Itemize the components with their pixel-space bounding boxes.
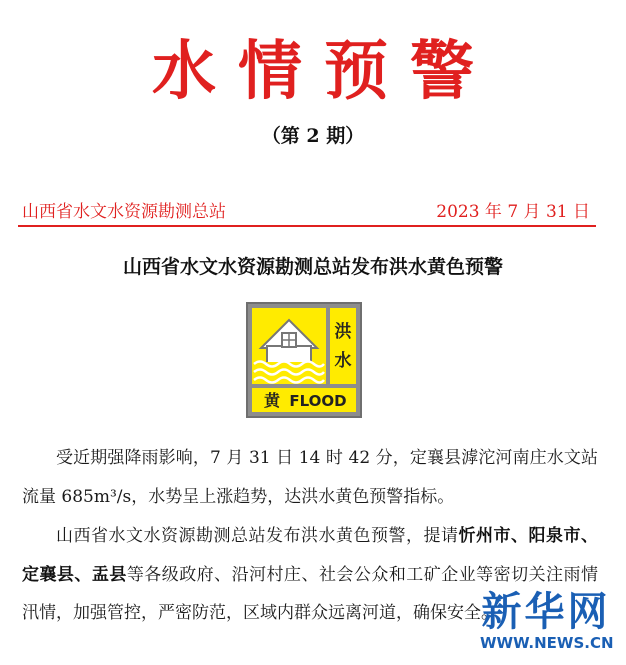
issue-date: 2023 年 7 月 31 日 xyxy=(436,202,590,222)
article-headline: 山西省水文水资源勘测总站发布洪水黄色预警 xyxy=(122,256,503,278)
place-yangquan: 阳泉市 xyxy=(528,526,581,546)
paragraph-1: 受近期强降雨影响，7 月 31 日 14 时 42 分，定襄县滹沱河南庄水文站流量 685m³/s，水势呈上涨趋势，达洪水黄色预警指标。 xyxy=(22,448,598,507)
place-yuxian: 盂县 xyxy=(91,564,127,585)
badge-side-char-2: 水 xyxy=(334,351,352,371)
flood-warning-icon xyxy=(246,302,362,418)
issuing-organization: 山西省水文水资源勘测总站 xyxy=(22,202,226,222)
flood-yellow-warning-badge xyxy=(246,302,362,418)
place-dingxiang: 定襄县 xyxy=(22,564,75,585)
xinhua-watermark xyxy=(480,590,612,652)
badge-level-char: 黄 xyxy=(263,391,281,410)
badge-flood-label: FLOOD xyxy=(289,392,347,410)
place-xinzhou: 忻州市 xyxy=(458,526,511,546)
red-divider xyxy=(18,225,596,227)
watermark-chinese: 新华网 xyxy=(481,589,611,635)
badge-side-panel xyxy=(330,308,356,384)
paragraph-2-intro: 山西省水文水资源勘测总站发布洪水黄色预警，提请 xyxy=(56,526,459,546)
masthead-title: 水情预警 xyxy=(152,34,496,109)
paragraph-2-rest: 等各级政府、沿河村庄、社会公众和工矿企业等密切关注雨情汛情，加强管控，严密防范，区域内群众远离河道，确保安全。 xyxy=(22,564,598,623)
separator-3: 、 xyxy=(74,564,92,585)
document-header xyxy=(22,201,590,223)
watermark-url: WWW.NEWS.CN xyxy=(480,634,614,652)
separator-2: 、 xyxy=(581,526,598,546)
badge-side-char-1: 洪 xyxy=(334,322,352,342)
issue-number: （第 2 期） xyxy=(261,125,365,147)
separator-1: 、 xyxy=(511,526,529,546)
